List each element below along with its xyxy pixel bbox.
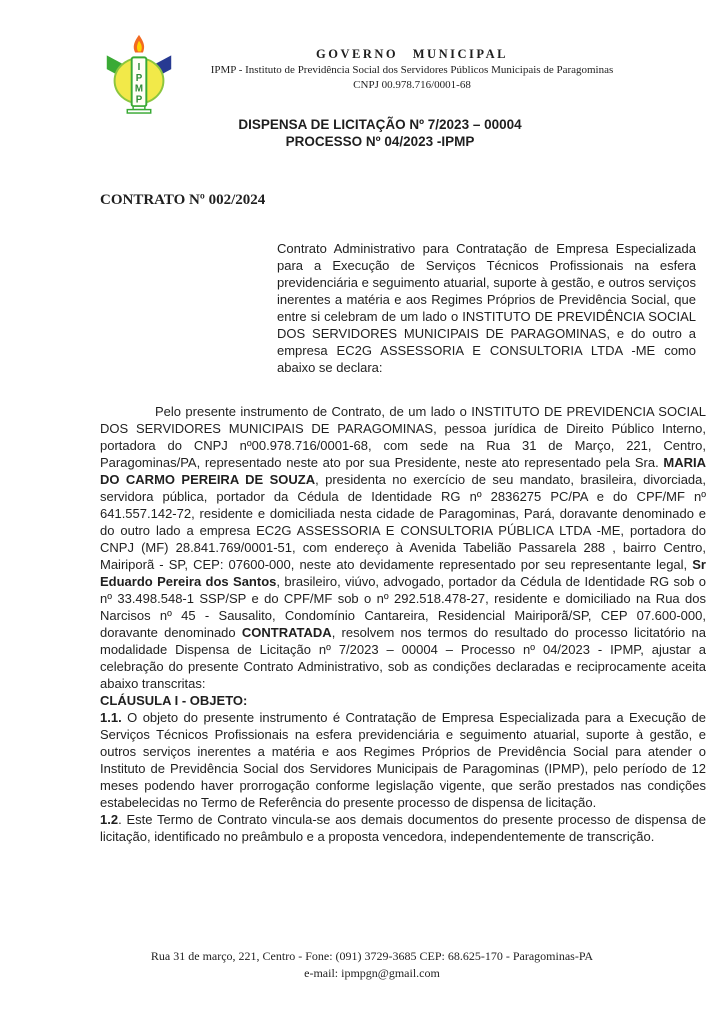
document-letterhead — [100, 0, 724, 93]
government-title: GOVERNO MUNICIPAL — [316, 47, 508, 61]
document-footer — [20, 948, 724, 982]
clause-1-heading: CLÁUSULA I - OBJETO: — [100, 693, 248, 708]
contract-preamble — [100, 403, 706, 692]
bold-text-segment: CONTRATADA — [241, 625, 332, 640]
clause-item-1-1 — [100, 709, 706, 811]
clause-1-section — [100, 692, 706, 845]
bold-text-segment: 1.1. — [100, 710, 122, 725]
text-segment: , resolvem nos termos do resultado do processo licitatório na modalidade Dispensa de Licitação nº 7/2023 – 00004 – Processo nº 04/2023 - IPMP, ajustar a celebração do presente Contrato Administrativo, sob as condições declaradas e reciprocamente aceita abaixo transcritas: — [100, 625, 706, 691]
clause-item-1-2 — [100, 811, 706, 845]
bold-text-segment: Sr Eduardo Pereira dos Santos — [100, 557, 706, 589]
logo-letter-m: M — [134, 83, 144, 95]
institute-name: IPMP - Instituto de Previdência Social dos Servidores Públicos Municipais de Paragominas — [210, 64, 614, 76]
contract-recital: Contrato Administrativo para Contratação de Empresa Especializada para a Execução de Serviços Técnicos Profissionais na esfera previdenciária e seguimento atuarial, suporte à gestão, e outros serviços inerentes a matéria e aos Regimes Próprios de Previdência Social, que entre si celebram de um lado o INSTITUTO DE PREVIDÊNCIA SOCIAL DOS SERVIDORES MUNICIPAIS DE PARAGOMINAS, e do outro a empresa EC2G ASSESSORIA E CONSULTORIA LTDA -ME como abaixo se declara: — [277, 241, 696, 375]
ipmp-logo-graphic — [102, 30, 176, 114]
logo-letter-p2: P — [135, 94, 143, 106]
title-processo: PROCESSO Nº 04/2023 -IPMP — [285, 134, 475, 149]
title-dispensa-licitacao: DISPENSA DE LICITAÇÃO Nº 7/2023 – 00004 — [238, 117, 522, 132]
bold-text-segment: MARIA DO CARMO PEREIRA DE SOUZA — [100, 455, 706, 487]
footer-address: Rua 31 de março, 221, Centro - Fone: (091) 3729-3685 CEP: 68.625-170 - Paragominas-PA — [150, 949, 594, 963]
logo-pedestal-base — [127, 110, 150, 113]
text-segment: . Este Termo de Contrato vincula-se aos demais documentos do presente processo de dispensa de licitação, identificado no preâmbulo e a proposta vencedora, independentemente de transcrição. — [100, 812, 706, 844]
document-title — [36, 116, 724, 150]
footer-email: e-mail: ipmpgn@gmail.com — [304, 966, 440, 980]
institute-cnpj: CNPJ 00.978.716/0001-68 — [353, 79, 471, 91]
text-segment: , presidenta no exercício de seu mandato, brasileira, divorciada, servidora pública, portador da Cédula de Identidade RG nº 2836275 PC/PA e do CPF/MF nº 641.557.142-72, residente e domiciliada nesta cidade de Paragominas, Pará, doravante denominado e do outro lado a empresa EC2G ASSESSORIA E CONSULTORIA PÚBLICA LTDA -ME, portadora do CNPJ (MF) 28.841.769/0001-51, com endereço à Avenida Tabelião Passarela 288 , bairro Centro, Mairiporã - SP, CEP: 07600-000, neste ato devidamente representado por seu representante legal, — [100, 472, 707, 572]
contract-number: CONTRATO Nº 002/2024 — [100, 192, 266, 208]
bold-text-segment: 1.2 — [100, 812, 119, 827]
logo-letter-p1: P — [135, 72, 143, 84]
logo-letter-i: I — [137, 62, 141, 74]
text-segment: , brasileiro, viúvo, advogado, portador da Cédula de Identidade RG sob o nº 33.498.548-1 SSP/SP e do CPF/MF sob o nº 292.518.478-27, residente e domiciliado na Rua dos Narcisos nº 45 - Sausalito, Condomínio Cantareira, Residencial Mairiporã/SP, CEP 07.600-000, doravante denominado — [100, 574, 706, 640]
text-segment: Pelo presente instrumento de Contrato, de um lado o INSTITUTO DE PREVIDENCIA SOCIAL DOS SERVIDORES MUNICIPAIS DE PARAGOMINAS, pessoa jurídica de Direito Público Interno, portadora do CNPJ nº00.978.716/0001-68, com sede na Rua 31 de Março, 221, Centro, Paragominas/PA, representado neste ato por sua Presidente, neste ato representado pela Sra. — [100, 404, 706, 470]
ipmp-logo — [102, 30, 176, 114]
text-segment: O objeto do presente instrumento é Contratação de Empresa Especializada para a Execução de Serviços Técnicos Profissionais na esfera previdenciária e seguimento atuarial, suporte à gestão, e outros serviços inerentes a matéria e aos Regimes Próprios de Previdência Social para atender o Instituto de Previdência Social dos Servidores Municipais de Paragominas (IPMP), pelo período de 12 meses podendo haver prorrogação conforme legislação vigente, que serão prestados nas condições estabelecidas no Termo de Referência do presente processo de dispensa de licitação. — [100, 710, 706, 810]
